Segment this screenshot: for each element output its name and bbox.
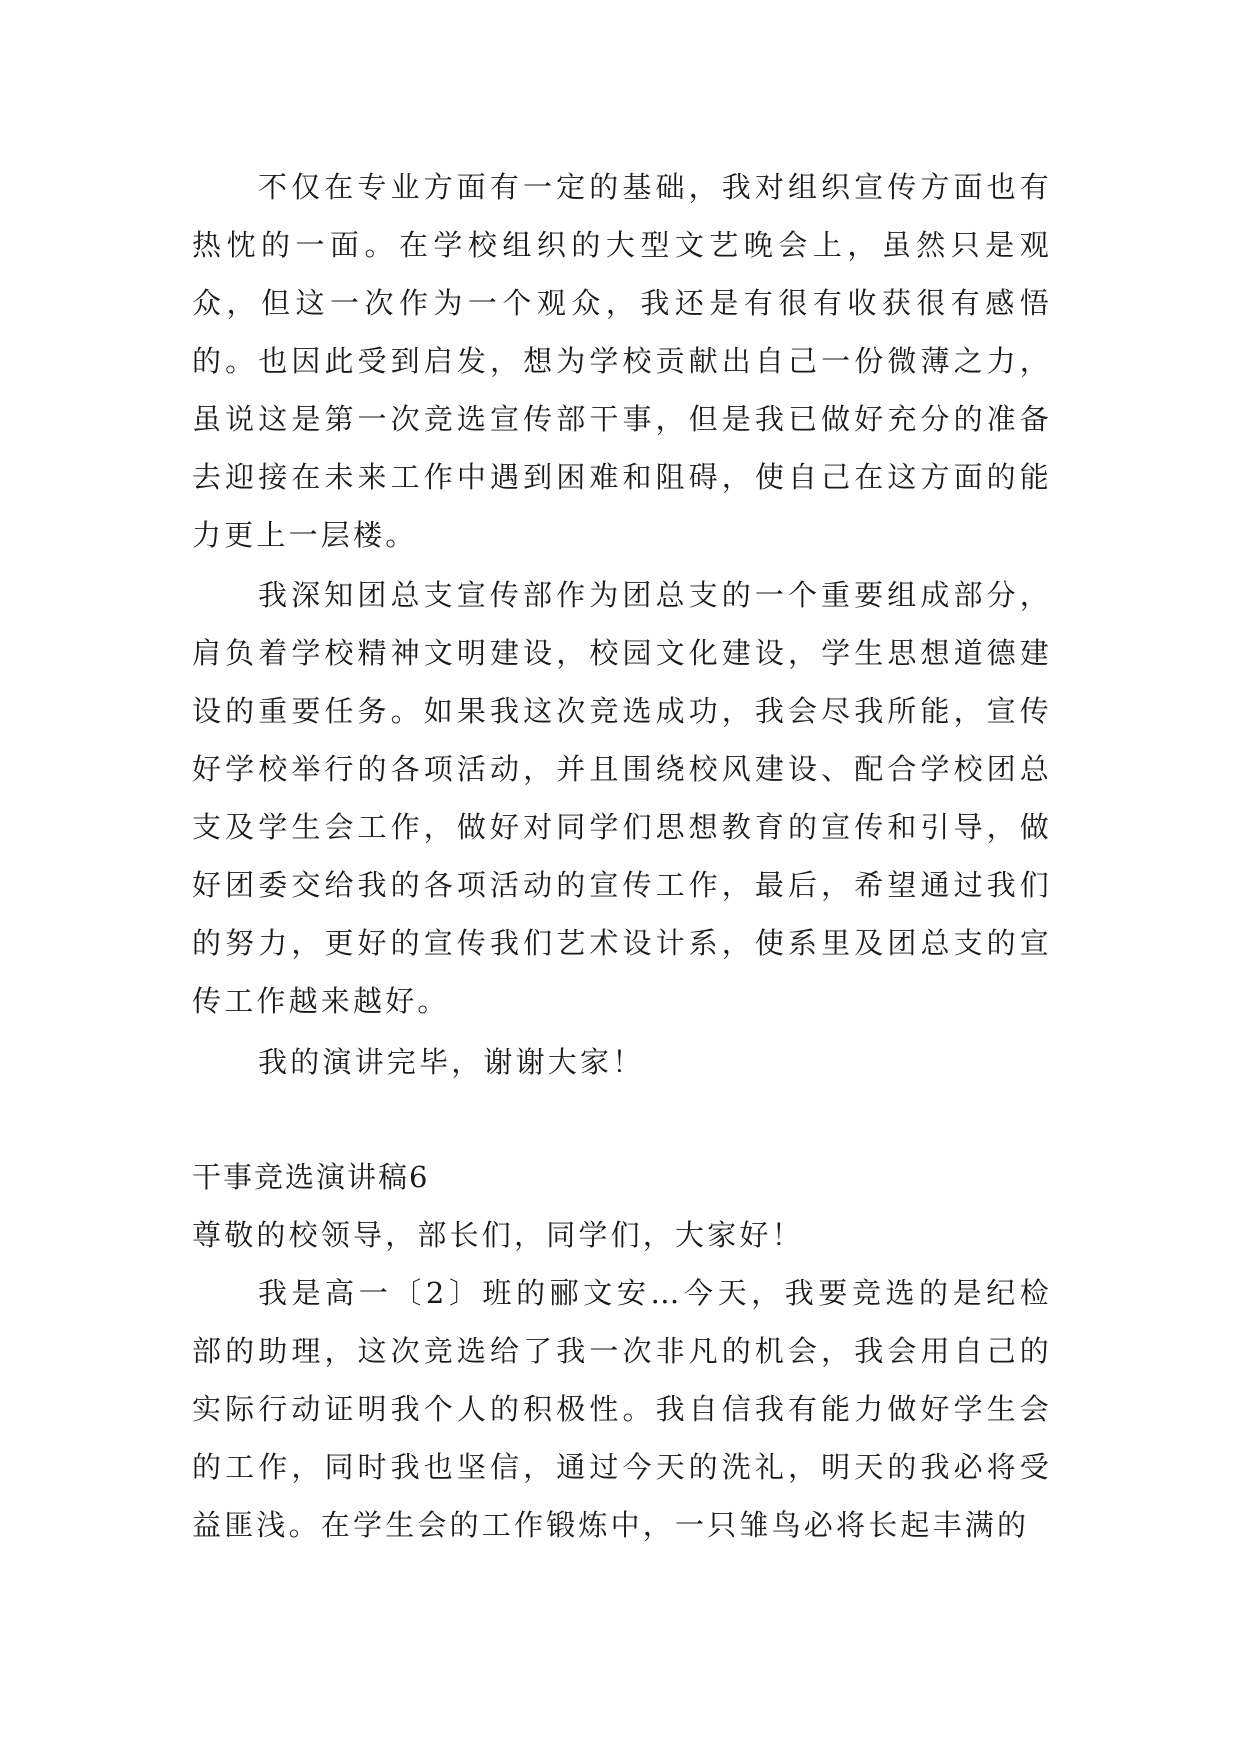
greeting: 尊敬的校领导，部长们，同学们，大家好！ — [192, 1218, 804, 1252]
paragraph-propaganda-duties: 我深知团总支宣传部作为团总支的一个重要组成部分，肩负着学校精神文明建设，校园文化建设，学生思想道德建设的重要任务。如果我这次竞选成功，我会尽我所能，宣传好学校举行的各项活动，并且围绕校风建设、配合学校团总支及学生会工作，做好对同学们思想教育的宣传和引导，做好团委交给我的各项活动的宣传工作，最后，希望通过我们的努力，更好的宣传我们艺术设计系，使系里及团总支的宣传工作越来越好。 — [192, 578, 1052, 1018]
paragraph-closing: 我的演讲完毕，谢谢大家！ — [258, 1045, 645, 1079]
section-title: 干事竞选演讲稿6 — [192, 1160, 430, 1194]
paragraph-self-introduction: 我是高一〔2〕班的郦文安…今天，我要竞选的是纪检部的助理，这次竞选给了我一次非凡的机会，我会用自己的实际行动证明我个人的积极性。我自信我有能力做好学生会的工作，同时我也坚信，通过今天的洗礼，明天的我必将受益匪浅。在学生会的工作锻炼中，一只雏鸟必将长起丰满的 — [192, 1276, 1052, 1542]
paragraph-propaganda-interest: 不仅在专业方面有一定的基础，我对组织宣传方面也有热忱的一面。在学校组织的大型文艺晚会上，虽然只是观众，但这一次作为一个观众，我还是有很有收获很有感悟的。也因此受到启发，想为学校贡献出自己一份微薄之力，虽说这是第一次竞选宣传部干事，但是我已做好充分的准备去迎接在未来工作中遇到困难和阻碍，使自己在这方面的能力更上一层楼。 — [192, 170, 1052, 552]
